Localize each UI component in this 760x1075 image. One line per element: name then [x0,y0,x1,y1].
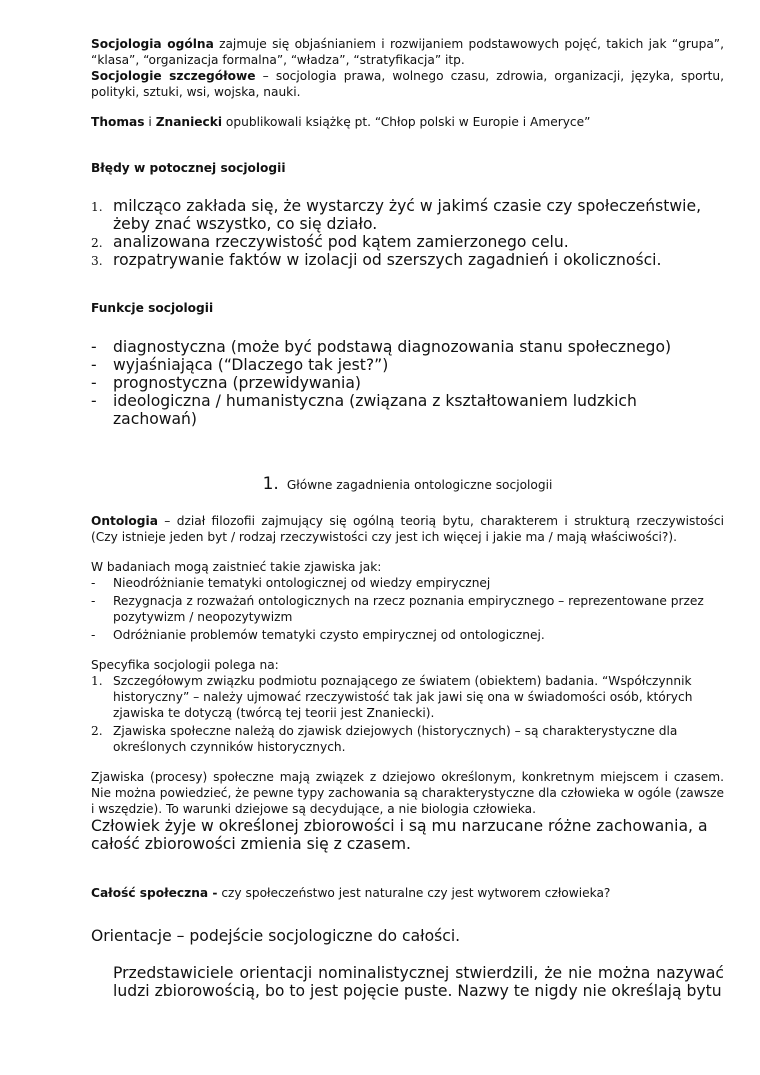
list-marker: - [91,576,96,590]
list-marker: - [91,628,96,642]
list-item-text: Zjawiska społeczne należą do zjawisk dziejowych (historycznych) – są charakterystyczne dla określonych czynników historycznych. [113,724,678,754]
intro-general-sociology [91,36,724,68]
term-detailed-sociology: Socjologie szczegółowe [91,69,256,83]
section-title: Główne zagadnienia ontologiczne socjologii [286,478,553,492]
list-marker: 2. [91,236,103,250]
conjunction: i [144,115,156,129]
ontology-definition [91,513,724,545]
orientations-paragraph: Orientacje – podejście socjologiczne do całości. [91,927,461,945]
list-item-text: Rezygnacja z rozważań ontologicznych na rzecz poznania empirycznego – reprezentowane przez pozytywizm / neopozytywizm [113,594,704,624]
list-marker: - [91,374,97,392]
list-item-text: analizowana rzeczywistość pod kątem zamierzonego celu. [113,233,569,251]
list-item [91,251,724,269]
list-marker: - [91,594,96,608]
specifics-intro: Specyfika socjologii polega na: [91,658,279,672]
general-sociology-text: zajmuje się objaśnianiem i rozwijaniem podstawowych pojęć, takich jak “grupa”, “klasa”, “organizacja formalna”, “władza”, “stratyfikacja” itp. [91,37,724,67]
specifics-list [91,673,724,755]
functions-list [91,338,724,428]
section-heading [91,474,724,495]
section-number: 1. [262,474,279,494]
name-znaniecki: Znaniecki [155,115,223,129]
list-marker: - [91,338,97,356]
list-item [91,197,724,233]
list-item [91,575,724,591]
list-item [91,233,724,251]
intro-thomas-znaniecki [91,114,724,130]
list-marker: 1. [91,674,103,688]
list-marker: 3. [91,254,103,268]
list-item-text: diagnostyczna (może być podstawą diagnozowania stanu społecznego) [113,338,672,356]
bullet-text: Przedstawiciele orientacji nominalistycznej stwierdzili, że nie można nazywać ludzi zbiorowością, bo to jest pojęcie puste. Nazwy te nigdy nie określają bytu [113,964,724,1000]
list-marker: 1. [91,200,103,214]
list-item-text: prognostyczna (przewidywania) [113,374,361,392]
list-item-text: milcząco zakłada się, że wystarczy żyć w jakimś czasie czy społeczeństwie, żeby znać wszystko, co się działo. [113,197,702,233]
processes-paragraph: Zjawiska (procesy) społeczne mają związek z dziejowo określonym, konkretnym miejscem i czasem. Nie można powiedzieć, że pewne typy zachowania są charakterystyczne dla człowieka w ogóle (zawsze i wszędzie). To warunki dziejowe są decydujące, a nie biologia człowieka. [91,770,724,816]
list-item-text: Odróżnianie problemów tematyki czysto empirycznej od ontologicznej. [113,628,545,642]
list-item [91,392,724,428]
list-item [91,356,724,374]
list-item-text: ideologiczna / humanistyczna (związana z kształtowaniem ludzkich zachowań) [113,392,637,428]
list-item-text: Szczegółowym związku podmiotu poznającego ze światem (obiektem) badania. “Współczynnik historyczny” – należy ujmować rzeczywistość tak jak jawi się ona w świadomości osób, których zjawiska te dotyczą (twórcą tej teorii jest Znaniecki). [113,674,693,720]
processes-large-paragraph: Człowiek żyje w określonej zbiorowości i są mu narzucane różne zachowania, a całość zbiorowości zmienia się z czasem. [91,817,708,853]
list-item [91,593,724,625]
list-item [91,723,724,755]
list-marker: - [91,392,97,410]
term-general-sociology: Socjologia ogólna [91,37,214,51]
list-item [91,673,724,721]
term-ontology: Ontologia [91,514,158,528]
list-marker: 2. [91,724,103,738]
errors-heading: Błędy w potocznej socjologii [91,161,286,175]
errors-list [91,197,724,269]
list-item-text: Nieodróżnianie tematyki ontologicznej od wiedzy empirycznej [113,576,491,590]
social-whole-text: czy społeczeństwo jest naturalne czy jest wytworem człowieka? [217,886,611,900]
orientations-bullet [91,964,724,1000]
list-marker: - [91,356,97,374]
document-page [91,36,724,1000]
list-item [91,374,724,392]
intro-detailed-sociology [91,68,724,100]
term-social-whole: Całość społeczna - [91,886,218,900]
name-thomas: Thomas [91,115,145,129]
list-item [91,627,724,643]
book-text: opublikowali książkę pt. “Chłop polski w Europie i Ameryce” [222,115,591,129]
list-item [91,338,724,356]
ontology-text: – dział filozofii zajmujący się ogólną teorią bytu, charakterem i strukturą rzeczywistości (Czy istnieje jeden byt / rodzaj rzeczywistości czy jest ich więcej i jakie ma / mają właściwości?). [91,514,724,544]
functions-heading: Funkcje socjologii [91,301,214,315]
list-item-text: wyjaśniająca (“Dlaczego tak jest?”) [113,356,389,374]
phenomena-intro: W badaniach mogą zaistnieć takie zjawiska jak: [91,560,382,574]
social-whole-paragraph [91,885,724,901]
list-item-text: rozpatrywanie faktów w izolacji od szerszych zagadnień i okoliczności. [113,251,662,269]
phenomena-list [91,575,724,643]
detailed-sociology-text: – socjologia prawa, wolnego czasu, zdrowia, organizacji, języka, sportu, polityki, sztuki, wsi, wojska, nauki. [91,69,724,99]
